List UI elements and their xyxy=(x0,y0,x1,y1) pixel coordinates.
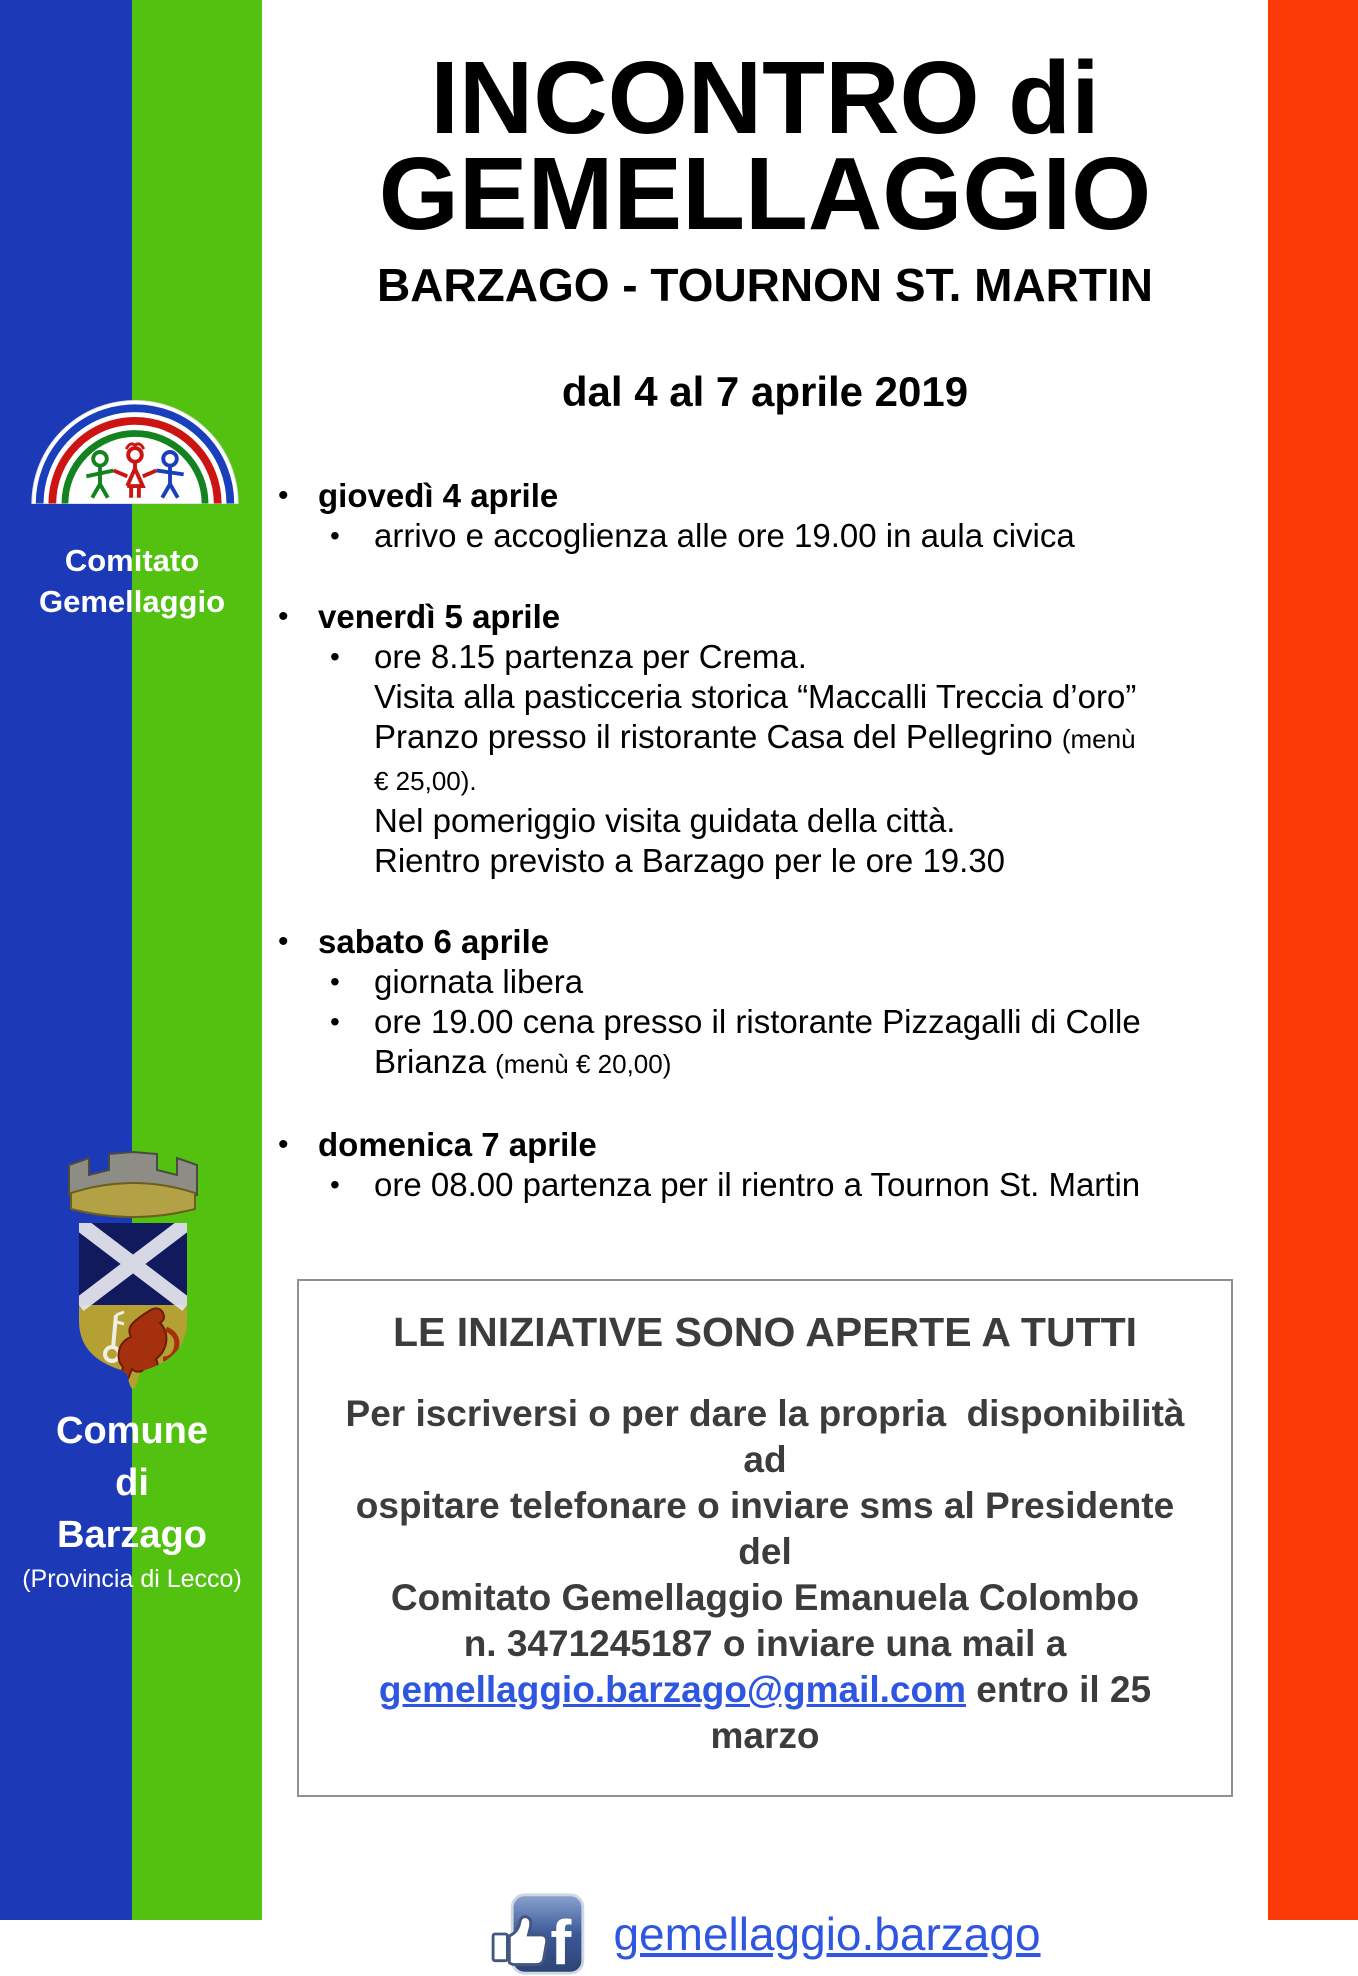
bullet-icon: • xyxy=(278,479,289,512)
footer xyxy=(262,1892,1268,1976)
schedule-entry xyxy=(262,677,1268,717)
schedule-entry xyxy=(262,516,1268,556)
info-box-line: ospitare telefonare o inviare sms al Presidente del xyxy=(355,1485,1185,1572)
schedule-entry-text xyxy=(374,516,1075,556)
schedule-entry-segment: (menù € 20,00) xyxy=(495,1049,672,1079)
bullet-icon: • xyxy=(278,925,289,958)
poster-title xyxy=(262,40,1268,251)
email-link[interactable]: gemellaggio.barzago@gmail.com xyxy=(378,1669,967,1710)
schedule-day-label: giovedì 4 aprile xyxy=(318,477,559,514)
schedule-day-group xyxy=(262,476,1268,556)
committee-line2: Gemellaggio xyxy=(38,584,226,619)
schedule-entry xyxy=(262,962,1268,1002)
bullet-icon: • xyxy=(278,1128,289,1161)
bullet-icon: • xyxy=(330,1169,340,1200)
schedule-entry-segment: giornata libera xyxy=(374,963,584,1000)
bullet-icon: • xyxy=(330,1006,340,1037)
schedule-day-row xyxy=(262,476,1268,516)
info-box-line: Comitato Gemellaggio Emanuela Colombo xyxy=(390,1577,1140,1618)
schedule-day-group xyxy=(262,1125,1268,1205)
schedule-entry-segment: € 25,00). xyxy=(374,766,477,796)
schedule-entry-text xyxy=(374,1002,1141,1042)
bullet-icon: • xyxy=(330,641,340,672)
left-green-stripe xyxy=(132,0,262,1920)
schedule-entry-text xyxy=(374,962,583,1002)
schedule-entry-segment: (menù xyxy=(1061,724,1136,754)
schedule-entry-text xyxy=(374,801,955,841)
schedule-entry-text xyxy=(374,1165,1140,1205)
bullet-icon: • xyxy=(330,966,340,997)
schedule-entry-text xyxy=(374,1042,671,1084)
poster-subtitle: BARZAGO - TOURNON ST. MARTIN xyxy=(376,259,1153,311)
schedule-entry-segment: ore 08.00 partenza per il rientro a Tournon St. Martin xyxy=(374,1166,1141,1203)
info-box-email-line xyxy=(337,1667,1193,1759)
right-orange-stripe xyxy=(1268,0,1358,1920)
info-box-heading: LE INIZIATIVE SONO APERTE A TUTTI xyxy=(392,1309,1138,1355)
schedule-entry-text xyxy=(374,677,1136,717)
municipality-line1: Comune xyxy=(56,1410,208,1452)
schedule-entry-text xyxy=(374,759,477,801)
schedule-day-group xyxy=(262,922,1268,1084)
municipality-province: (Provincia di Lecco) xyxy=(22,1565,242,1593)
schedule-entry-segment: Pranzo presso il ristorante Casa del Pellegrino xyxy=(374,718,1062,755)
coat-of-arms xyxy=(52,1143,214,1393)
schedule-entry-text xyxy=(374,637,807,677)
schedule-entry-text xyxy=(374,841,1005,881)
schedule-entry-segment: arrivo e accoglienza alle ore 19.00 in aula civica xyxy=(374,517,1075,554)
bullet-icon: • xyxy=(330,520,340,551)
info-box-line: n. 3471245187 o inviare una mail a xyxy=(463,1623,1067,1664)
info-box xyxy=(297,1279,1233,1797)
schedule-entry-segment: ore 19.00 cena presso il ristorante Pizzagalli di Colle xyxy=(374,1003,1141,1040)
schedule-entry-text xyxy=(374,717,1136,759)
municipality-label xyxy=(0,1405,264,1594)
schedule-day-row xyxy=(262,597,1268,637)
email-deadline: entro il 25 marzo xyxy=(710,1669,1162,1756)
committee-line1: Comitato xyxy=(64,543,200,578)
schedule-entry xyxy=(262,1165,1268,1205)
svg-text:f: f xyxy=(550,1908,572,1976)
schedule-day-row xyxy=(262,1125,1268,1165)
schedule-entry-segment: Visita alla pasticceria storica “Maccalli Treccia d’oro” xyxy=(374,678,1137,715)
facebook-like-icon[interactable] xyxy=(489,1892,585,1976)
schedule-entry-segment: Rientro previsto a Barzago per le ore 19.30 xyxy=(374,842,1006,879)
schedule-entry xyxy=(262,637,1268,677)
municipality-line2: di xyxy=(115,1462,149,1504)
schedule-day-label: venerdì 5 aprile xyxy=(318,598,561,635)
bullet-icon: • xyxy=(278,600,289,633)
schedule-entry xyxy=(262,717,1268,759)
title-line1: INCONTRO di xyxy=(430,40,1100,155)
schedule-entry xyxy=(262,1042,1268,1084)
schedule-day-row xyxy=(262,922,1268,962)
rainbow-children-logo xyxy=(28,398,242,506)
main-content xyxy=(262,0,1268,1976)
info-box-line: Per iscriversi o per dare la propria disponibilità ad xyxy=(345,1393,1195,1480)
facebook-page-link[interactable]: gemellaggio.barzago xyxy=(613,1908,1041,1960)
schedule-day-label: sabato 6 aprile xyxy=(318,923,550,960)
schedule-entry-segment: Nel pomeriggio visita guidata della città. xyxy=(374,802,956,839)
date-range: dal 4 al 7 aprile 2019 xyxy=(561,368,969,415)
schedule-entry-segment: ore 8.15 partenza per Crema. xyxy=(374,638,807,675)
title-line2: GEMELLAGGIO xyxy=(378,136,1152,251)
schedule xyxy=(262,476,1268,1205)
committee-label xyxy=(0,540,264,622)
schedule-entry xyxy=(262,801,1268,841)
schedule-entry-segment: Brianza xyxy=(374,1043,496,1080)
municipality-line3: Barzago xyxy=(57,1514,207,1556)
schedule-day-label: domenica 7 aprile xyxy=(318,1126,597,1163)
schedule-day-group xyxy=(262,597,1268,881)
left-blue-stripe xyxy=(0,0,132,1920)
schedule-entry xyxy=(262,759,1268,801)
schedule-entry xyxy=(262,841,1268,881)
schedule-entry xyxy=(262,1002,1268,1042)
